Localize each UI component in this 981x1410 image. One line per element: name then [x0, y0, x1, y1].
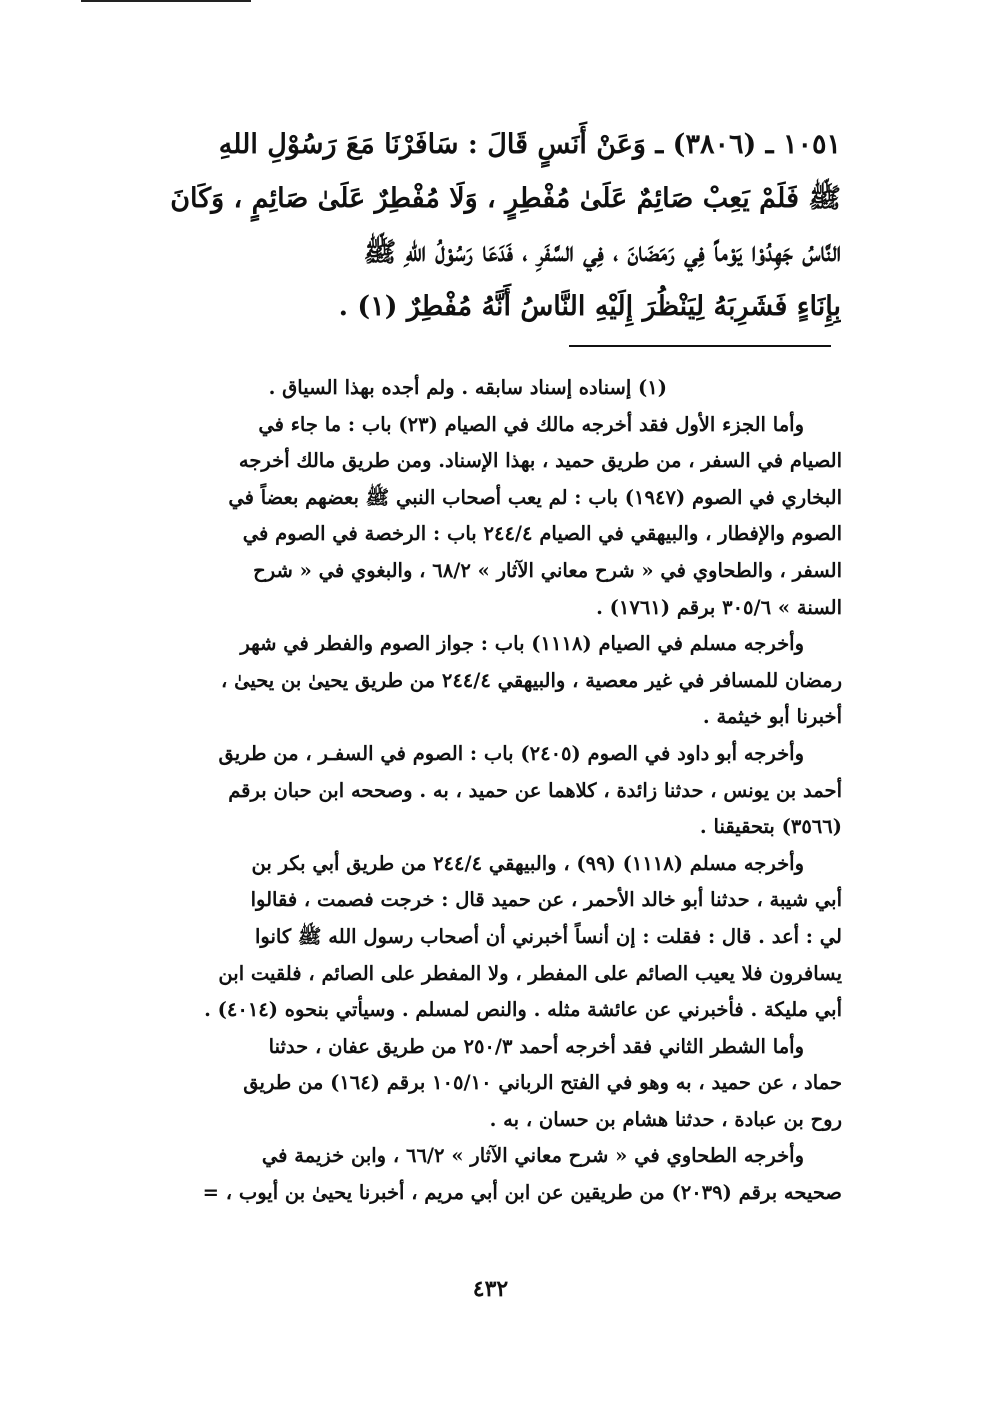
footnote-separator: [569, 345, 831, 347]
footnote-line: الصيام في السفر ، من طريق حميد ، بهذا الإسناد. ومن طريق مالك أخرجه: [238, 449, 842, 473]
footnote-line: أحمد بن يونس ، حدثنا زائدة ، كلاهما عن حميد ، به . وصححه ابن حبان برقم: [228, 778, 842, 802]
footnote-line: (١) إسناده إسناد سابقه . ولم أجده بهذا السياق .: [268, 376, 667, 399]
footnote-line: وأما الجزء الأول فقد أخرجه مالك في الصيام (٢٣) باب : ما جاء في: [258, 412, 804, 436]
footnote-line: لي : أعد . قال : فقلت : إن أنساً أخبرني أن أصحاب رسول الله ﷺ كانوا: [255, 924, 842, 948]
footnote-line: الصوم والإفطار ، والبيهقي في الصيام ٢٤٤/٤ باب : الرخصة في الصوم في: [242, 522, 842, 546]
footnote-line: يسافرون فلا يعيب الصائم على المفطر ، ولا المفطر على الصائم ، فلقيت ابن: [218, 961, 842, 985]
footnote-line: رمضان للمسافر في غير معصية ، والبيهقي ٢٤٤/٤ من طريق يحيىٰ بن يحيىٰ ،: [220, 668, 842, 692]
hadith-line: ١٠٥١ ـ (٣٨٠٦) ـ وَعَنْ أَنَسٍ قَالَ : سَافَرْنَا مَعَ رَسُوْلِ اللهِ: [218, 129, 841, 160]
top-rule: [81, 0, 251, 2]
footnote-line: أخبرنا أبو خيثمة .: [702, 705, 842, 729]
footnotes: [126, 370, 842, 1212]
footnote-line: صحيحه برقم (٢٠٣٩) من طريقين عن ابن أبي مريم ، أخبرنا يحيىٰ بن أيوب ، =: [202, 1181, 842, 1205]
footnote-line: وأما الشطر الثاني فقد أخرجه أحمد ٢٥٠/٣ من طريق عفان ، حدثنا: [268, 1034, 804, 1058]
footnote-paragraph: [126, 1138, 842, 1211]
footnote-paragraph: [126, 846, 842, 1029]
footnote-line: (٣٥٦٦) بتحقيقنا .: [699, 815, 842, 839]
footnote-line: حماد ، عن حميد ، به وهو في الفتح الرباني ١٠٥/١٠ برقم (١٦٤) من طريق: [243, 1071, 842, 1095]
footnote-paragraph: [126, 626, 842, 736]
footnote-line: روح بن عبادة ، حدثنا هشام بن حسان ، به .: [489, 1107, 842, 1131]
page-number: ٤٣٢: [472, 1276, 509, 1302]
footnote-line: السفر ، والطحاوي في « شرح معاني الآثار » ٦٨/٢ ، والبغوي في « شرح: [253, 558, 842, 582]
footnote-line: أبي مليكة . فأخبرني عن عائشة مثله . والنص لمسلم . وسيأتي بنحوه (٤٠١٤) .: [204, 998, 842, 1022]
hadith-text: [128, 118, 841, 334]
footnote-line: وأخرجه مسلم (١١١٨) (٩٩) ، والبيهقي ٢٤٤/٤ من طريق أبي بكر بن: [251, 851, 804, 875]
footnote-line: البخاري في الصوم (١٩٤٧) باب : لم يعب أصحاب النبي ﷺ بعضهم بعضاً في: [228, 485, 842, 509]
hadith-line: بِإِنَاءٍ فَشَرِبَهُ لِيَنْظُرَ إِلَيْهِ النَّاسُ أَنَّهُ مُفْطِرٌ (١) .: [338, 291, 841, 322]
hadith-line: النَّاسُ جَهِدُوْا يَوْماً فِي رَمَضَانَ ، فِي السَّفَرِ ، فَدَعَا رَسُوْلُ اللهِ ﷺ: [363, 237, 841, 268]
footnote-line: وأخرجه أبو داود في الصوم (٢٤٠٥) باب : الصوم في السفـر ، من طريق: [218, 741, 804, 765]
footnote-line: السنة » ٣٠٥/٦ برقم (١٧٦١) .: [596, 595, 842, 619]
footnote-line: وأخرجه مسلم في الصيام (١١١٨) باب : جواز الصوم والفطر في شهر: [240, 632, 804, 656]
hadith-line: ﷺ فَلَمْ يَعِبْ صَائِمٌ عَلَىٰ مُفْطِرٍ ، وَلَا مُفْطِرٌ عَلَىٰ صَائِمٍ ، وَكَانَ: [170, 183, 841, 214]
footnote-paragraph: [126, 1029, 842, 1139]
footnote-paragraph: [126, 736, 842, 846]
footnote-line: وأخرجه الطحاوي في « شرح معاني الآثار » ٦٦/٢ ، وابن خزيمة في: [261, 1144, 804, 1168]
footnote-paragraph: [126, 370, 842, 407]
footnote-line: أبي شيبة ، حدثنا أبو خالد الأحمر ، عن حميد قال : خرجت فصمت ، فقالوا: [250, 888, 842, 912]
footnote-paragraph: [126, 407, 842, 627]
